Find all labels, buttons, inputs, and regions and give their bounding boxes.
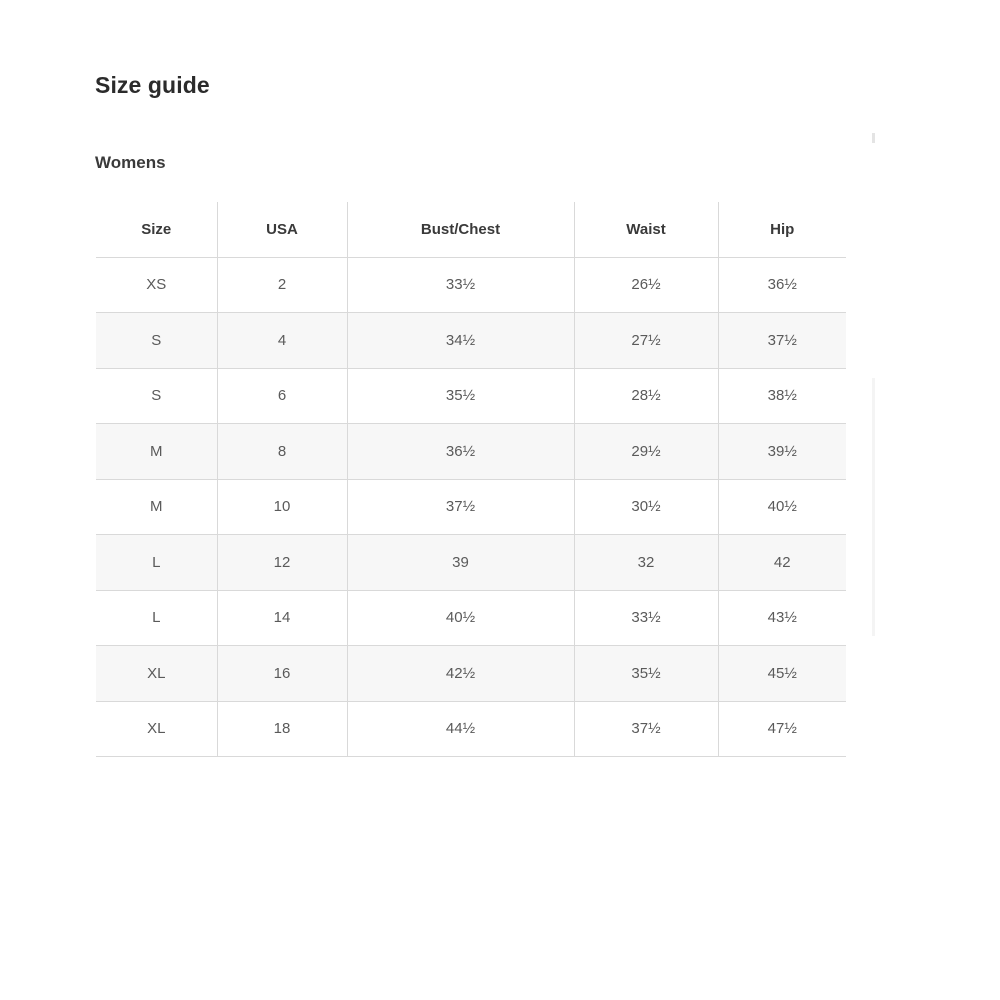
cell-hip: 42 <box>718 535 846 591</box>
cell-hip: 38½ <box>718 368 846 424</box>
cell-bust: 39 <box>347 535 574 591</box>
cell-usa: 18 <box>217 701 347 757</box>
cell-usa: 14 <box>217 590 347 646</box>
column-header-waist: Waist <box>574 202 718 257</box>
cell-waist: 30½ <box>574 479 718 535</box>
table-row <box>96 535 846 591</box>
cell-usa: 16 <box>217 646 347 702</box>
cell-usa: 10 <box>217 479 347 535</box>
cell-size: XL <box>96 646 217 702</box>
cell-usa: 12 <box>217 535 347 591</box>
cell-waist: 27½ <box>574 313 718 369</box>
section-title-womens: Womens <box>95 153 166 172</box>
cell-hip: 39½ <box>718 424 846 480</box>
cell-hip: 43½ <box>718 590 846 646</box>
table-row <box>96 479 846 535</box>
cell-size: M <box>96 479 217 535</box>
table-row <box>96 313 846 369</box>
table-row <box>96 368 846 424</box>
cell-bust: 44½ <box>347 701 574 757</box>
cell-size: S <box>96 313 217 369</box>
cell-waist: 28½ <box>574 368 718 424</box>
cell-waist: 33½ <box>574 590 718 646</box>
scrollbar-edge-track <box>872 378 875 636</box>
cell-bust: 42½ <box>347 646 574 702</box>
cell-size: M <box>96 424 217 480</box>
cell-waist: 29½ <box>574 424 718 480</box>
table-row <box>96 257 846 313</box>
cell-usa: 4 <box>217 313 347 369</box>
cell-bust: 40½ <box>347 590 574 646</box>
cell-bust: 34½ <box>347 313 574 369</box>
cell-waist: 26½ <box>574 257 718 313</box>
cell-hip: 37½ <box>718 313 846 369</box>
cell-hip: 47½ <box>718 701 846 757</box>
cell-hip: 36½ <box>718 257 846 313</box>
cell-usa: 2 <box>217 257 347 313</box>
table-row <box>96 424 846 480</box>
table-row <box>96 701 846 757</box>
cell-usa: 6 <box>217 368 347 424</box>
column-header-hip: Hip <box>718 202 846 257</box>
size-guide-table <box>96 202 846 757</box>
table-row <box>96 590 846 646</box>
cell-size: XL <box>96 701 217 757</box>
scrollbar-edge-mark <box>872 133 875 143</box>
cell-size: L <box>96 590 217 646</box>
cell-size: S <box>96 368 217 424</box>
cell-waist: 37½ <box>574 701 718 757</box>
cell-bust: 36½ <box>347 424 574 480</box>
cell-hip: 45½ <box>718 646 846 702</box>
column-header-usa: USA <box>217 202 347 257</box>
column-header-bust-chest: Bust/Chest <box>347 202 574 257</box>
column-header-size: Size <box>96 202 217 257</box>
cell-bust: 33½ <box>347 257 574 313</box>
table-row <box>96 646 846 702</box>
cell-bust: 37½ <box>347 479 574 535</box>
cell-waist: 32 <box>574 535 718 591</box>
cell-size: XS <box>96 257 217 313</box>
cell-hip: 40½ <box>718 479 846 535</box>
cell-size: L <box>96 535 217 591</box>
page-title: Size guide <box>95 72 210 98</box>
cell-waist: 35½ <box>574 646 718 702</box>
table-header-row <box>96 202 846 257</box>
cell-usa: 8 <box>217 424 347 480</box>
cell-bust: 35½ <box>347 368 574 424</box>
